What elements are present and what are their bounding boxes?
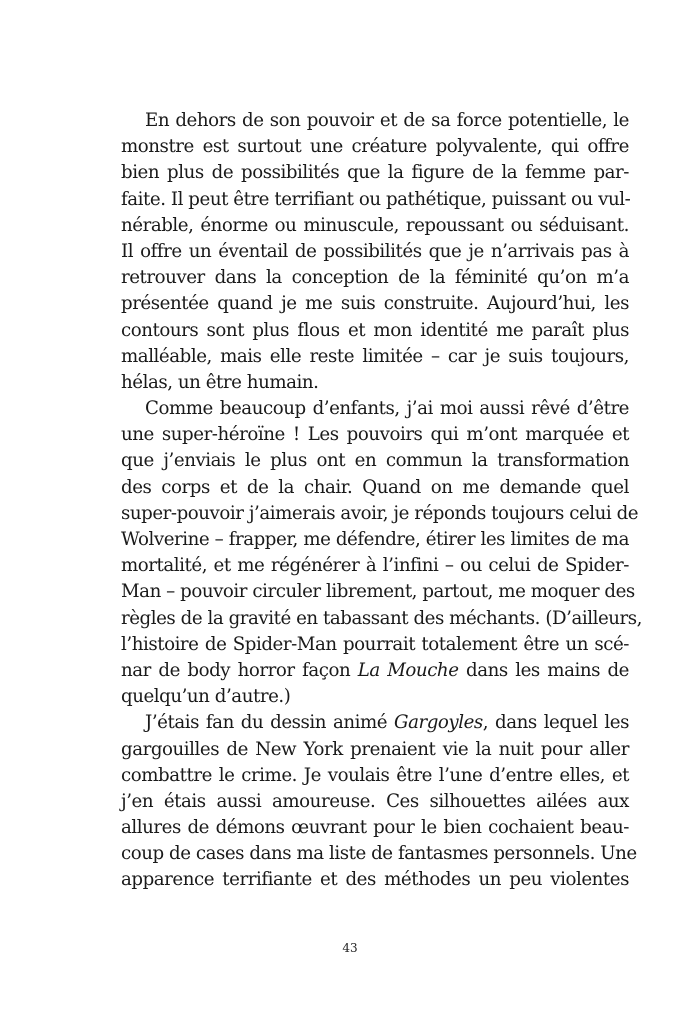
text-line: allures de démons œuvrant pour le bien cochaient beau- xyxy=(121,817,629,839)
text-line: Il offre un éventail de possibilités que je n’arrivais pas à xyxy=(121,240,629,262)
text-line: mortalité, et me régénérer à l’infini – ou celui de Spider- xyxy=(121,555,629,577)
text-line: nérable, énorme ou minuscule, repoussant ou séduisant. xyxy=(121,214,629,236)
text-line: des corps et de la chair. Quand on me demande quel xyxy=(121,476,629,498)
text-line: faite. Il peut être terrifiant ou pathétique, puissant ou vul- xyxy=(121,188,631,210)
text-line: super-pouvoir j’aimerais avoir, je réponds toujours celui de xyxy=(121,502,639,524)
text-line: une super-héroïne ! Les pouvoirs qui m’ont marquée et xyxy=(121,424,629,446)
text-line: j’en étais aussi amoureuse. Ces silhouettes ailées aux xyxy=(121,790,629,812)
text-line: présentée quand je me suis construite. Aujourd’hui, les xyxy=(121,293,629,315)
text-line: malléable, mais elle reste limitée – car je suis toujours, xyxy=(121,345,629,367)
show-title-gargoyles: Gargoyles xyxy=(394,712,483,734)
text-line: règles de la gravité en tabassant des méchants. (D’ailleurs, xyxy=(121,607,642,629)
text-line: apparence terrifiante et des méthodes un peu violentes xyxy=(121,869,629,891)
text-line: Comme beaucoup d’enfants, j’ai moi aussi rêvé d’être xyxy=(145,398,629,420)
paragraph-3 xyxy=(121,710,637,893)
film-title-la-mouche: La Mouche xyxy=(357,659,459,681)
text-run: J’étais fan du dessin animé xyxy=(145,712,394,734)
text-line: contours sont plus flous et mon identité me paraît plus xyxy=(121,319,629,341)
text-line: Man – pouvoir circuler librement, partout, me moquer des xyxy=(121,581,635,603)
text-line: gargouilles de New York prenaient vie la nuit pour aller xyxy=(121,738,629,760)
text-line: l’histoire de Spider-Man pourrait totalement être un scé- xyxy=(121,633,629,655)
paragraph-1 xyxy=(121,108,629,396)
text-run: dans les mains de xyxy=(458,659,629,681)
text-line: que j’enviais le plus ont en commun la transformation xyxy=(121,450,629,472)
text-line: coup de cases dans ma liste de fantasmes personnels. Une xyxy=(121,843,637,865)
text-line: Wolverine – frapper, me défendre, étirer les limites de ma xyxy=(121,529,629,550)
text-line: bien plus de possibilités que la figure de la femme par- xyxy=(121,162,629,184)
text-line: En dehors de son pouvoir et de sa force potentielle, le xyxy=(145,110,629,131)
text-line: hélas, un être humain. xyxy=(121,371,319,393)
text-line: retrouver dans la conception de la féminité qu’on m’a xyxy=(121,267,629,289)
text-line xyxy=(121,710,629,736)
paragraph-2 xyxy=(121,396,642,710)
text-run: , dans lequel les xyxy=(482,712,629,734)
text-line: combattre le crime. Je voulais être l’une d’entre elles, et xyxy=(121,764,629,786)
text-line: monstre est surtout une créature polyvalente, qui offre xyxy=(121,136,629,158)
body-text xyxy=(121,108,642,894)
page-number: 43 xyxy=(342,941,358,955)
text-line: quelqu’un d’autre.) xyxy=(121,686,291,708)
text-line xyxy=(121,658,629,684)
text-run: nar de body horror façon xyxy=(121,659,358,681)
